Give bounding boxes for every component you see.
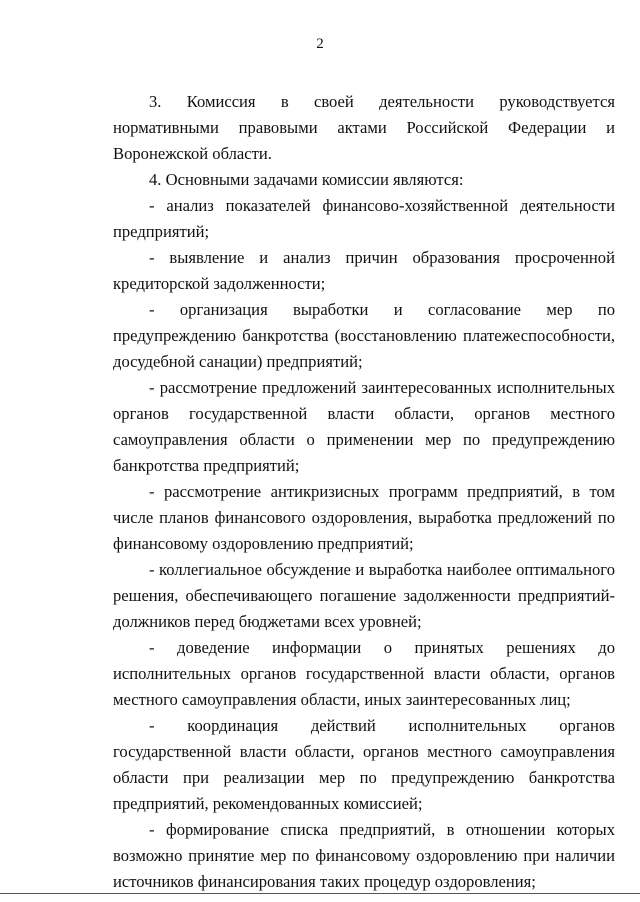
- document-body: [113, 89, 615, 895]
- list-item-enterprise-list: - формирование списка предприятий, в отношении которых возможно принятие мер по финансовому оздоровлению при наличии источников финансирования таких процедур оздоровления;: [113, 820, 615, 891]
- list-item-analysis: - анализ показателей финансово-хозяйственной деятельности предприятий;: [113, 196, 615, 241]
- bottom-divider: [0, 893, 640, 894]
- list-item-information-delivery: - доведение информации о принятых решениях до исполнительных органов государственной власти области, органов местного самоуправления области, иных заинтересованных лиц;: [113, 638, 615, 709]
- page-number: 2: [316, 36, 324, 52]
- list-item-anti-crisis-programs: - рассмотрение антикризисных программ предприятий, в том числе планов финансового оздоровления, выработка предложений по финансовому оздоровлению предприятий;: [113, 482, 615, 553]
- list-item-collegial-discussion: - коллегиальное обсуждение и выработка наиболее оптимального решения, обеспечивающего погашение задолженности предприятий-должников перед бюджетами всех уровней;: [113, 560, 615, 631]
- list-item-proposals-review: - рассмотрение предложений заинтересованных исполнительных органов государственной власти области, органов местного самоуправления области о применении мер по предупреждению банкротства предприятий;: [113, 378, 615, 475]
- list-item-coordination: - координация действий исполнительных органов государственной власти области, органов местного самоуправления области при реализации мер по предупреждению банкротства предприятий, рекомендованных комиссией;: [113, 716, 615, 813]
- paragraph-clause-4: 4. Основными задачами комиссии являются:: [149, 170, 464, 189]
- list-item-bankruptcy-prevention: - организация выработки и согласование мер по предупреждению банкротства (восстановлению платежеспособности, досудебной санации) предприятий;: [113, 300, 615, 371]
- paragraph-clause-3: 3. Комиссия в своей деятельности руководствуется нормативными правовыми актами Российской Федерации и Воронежской области.: [113, 92, 615, 163]
- list-item-debt-causes: - выявление и анализ причин образования просроченной кредиторской задолженности;: [113, 248, 615, 293]
